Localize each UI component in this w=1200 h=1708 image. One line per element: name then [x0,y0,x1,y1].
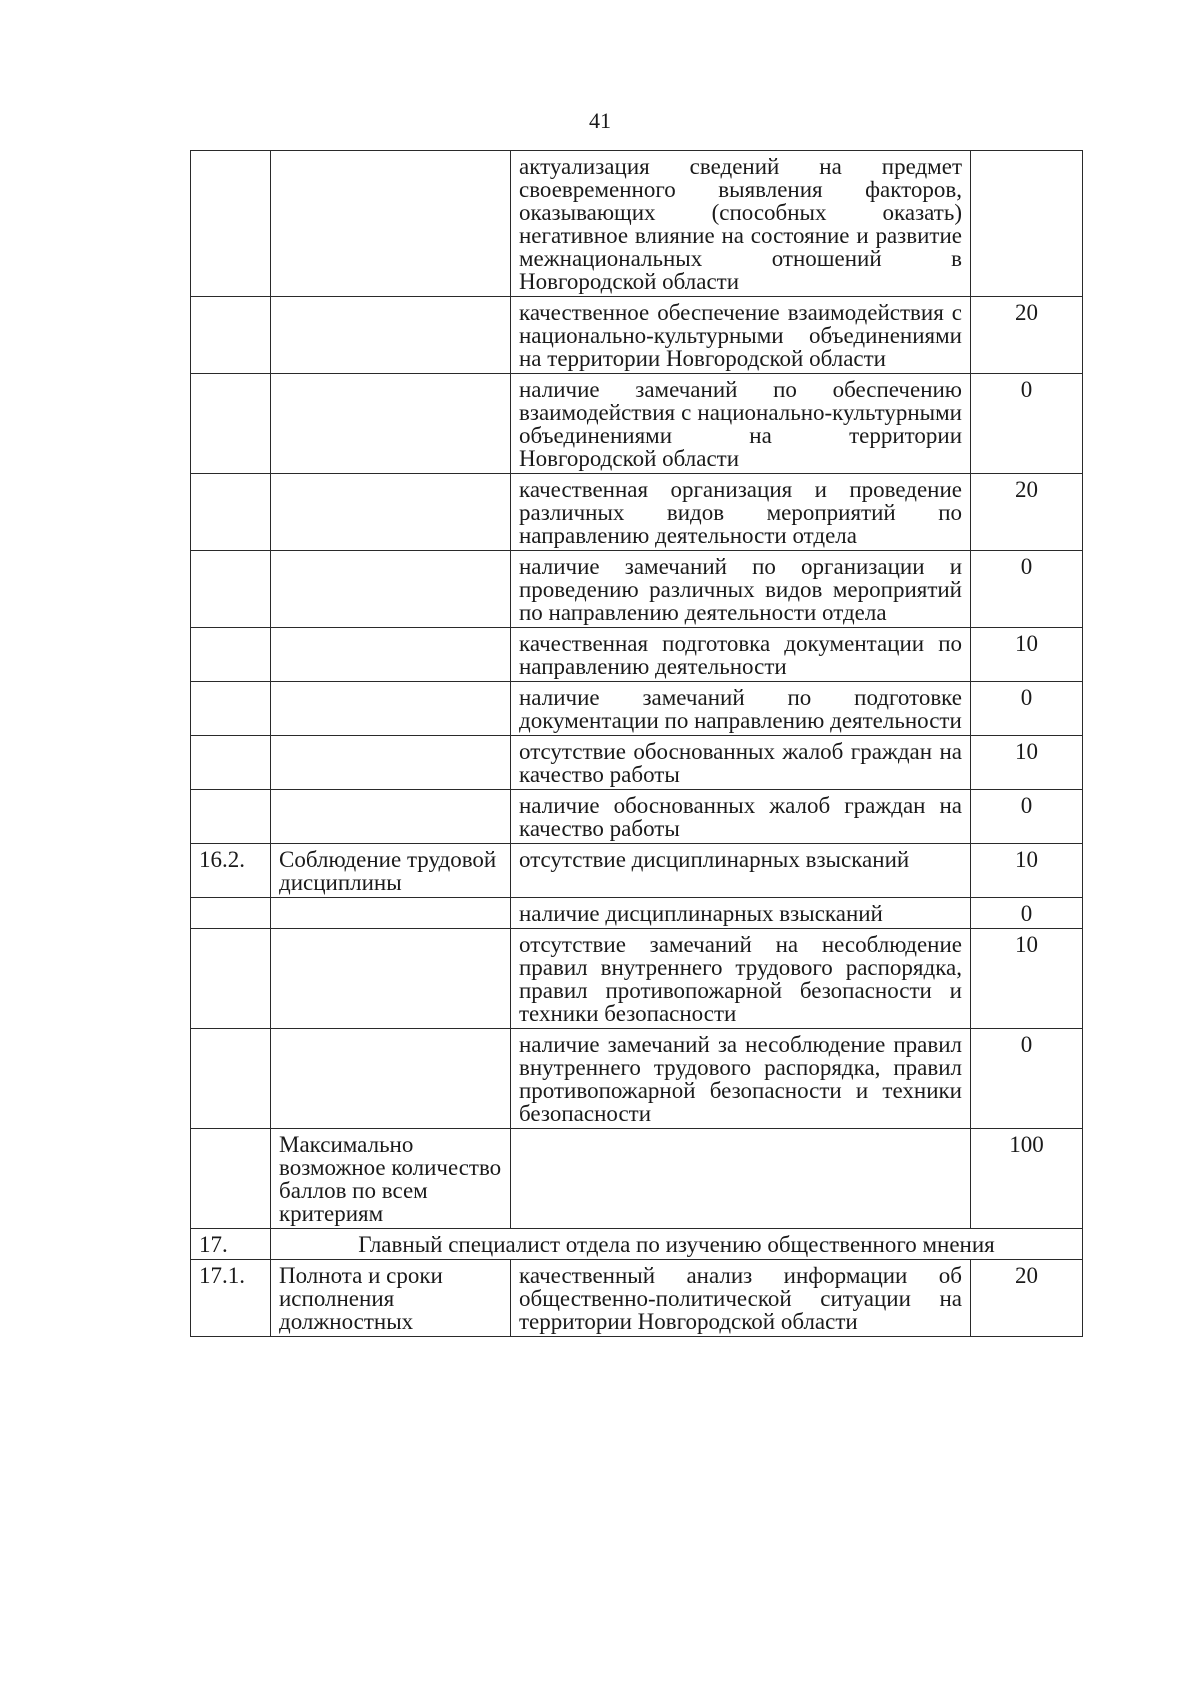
indicator-description: качественная организация и проведение различных видов мероприятий по направлению деятельности отдела [511,474,971,551]
table-row [191,898,1083,929]
indicator-description: наличие дисциплинарных взысканий [511,898,971,929]
table-row [191,844,1083,898]
points-value: 0 [971,374,1083,474]
row-number [191,682,271,736]
criterion-name [271,790,511,844]
table-row [191,628,1083,682]
criterion-name: Полнота и сроки исполнения должностных [271,1260,511,1337]
points-value: 10 [971,844,1083,898]
points-value: 0 [971,1029,1083,1129]
max-score-label: Максимально возможное количество баллов по всем критериям [271,1129,511,1229]
points-value: 20 [971,474,1083,551]
page-number: 41 [589,108,611,133]
row-number [191,628,271,682]
section-title: Главный специалист отдела по изучению общественного мнения [271,1229,1083,1260]
indicator-description: наличие замечаний по подготовке документации по направлению деятельности [511,682,971,736]
indicator-description [511,1129,971,1229]
row-number [191,374,271,474]
table-row [191,736,1083,790]
indicator-description: наличие обоснованных жалоб граждан на качество работы [511,790,971,844]
section-number: 17. [191,1229,271,1260]
row-number [191,736,271,790]
row-number: 17.1. [191,1260,271,1337]
criterion-name [271,929,511,1029]
table-row [191,474,1083,551]
row-number [191,898,271,929]
table-row [191,551,1083,628]
row-number [191,151,271,297]
table-row-total [191,1129,1083,1229]
table-row [191,151,1083,297]
points-value: 10 [971,929,1083,1029]
criterion-name [271,551,511,628]
indicator-description: качественное обеспечение взаимодействия с национально-культурными объединениями на территории Новгородской области [511,297,971,374]
criterion-name [271,297,511,374]
criterion-name [271,474,511,551]
row-number [191,1029,271,1129]
indicator-description: актуализация сведений на предмет своевременного выявления факторов, оказывающих (способных оказать) негативное влияние на состояние и развитие межнациональных отношений в Новгородской области [511,151,971,297]
criterion-name [271,898,511,929]
criterion-name [271,736,511,790]
row-number [191,929,271,1029]
indicator-description: наличие замечаний по обеспечению взаимодействия с национально-культурными объединениями на территории Новгородской области [511,374,971,474]
indicator-description: отсутствие замечаний на несоблюдение правил внутреннего трудового распорядка, правил противопожарной безопасности и техники безопасности [511,929,971,1029]
points-value: 0 [971,551,1083,628]
criterion-name [271,682,511,736]
points-value: 10 [971,736,1083,790]
points-value: 0 [971,682,1083,736]
points-value: 0 [971,898,1083,929]
table-row [191,682,1083,736]
row-number [191,474,271,551]
row-number [191,551,271,628]
table-row [191,929,1083,1029]
points-value: 20 [971,297,1083,374]
indicator-description: наличие замечаний по организации и проведению различных видов мероприятий по направлению деятельности отдела [511,551,971,628]
points-value: 20 [971,1260,1083,1337]
table-row [191,297,1083,374]
points-value: 10 [971,628,1083,682]
criterion-name [271,628,511,682]
points-value: 0 [971,790,1083,844]
criterion-name [271,151,511,297]
indicator-description: отсутствие дисциплинарных взысканий [511,844,971,898]
criteria-table [190,150,1083,1337]
criterion-name [271,1029,511,1129]
section-header-row [191,1229,1083,1260]
row-number [191,790,271,844]
table-row [191,1260,1083,1337]
row-number [191,297,271,374]
indicator-description: качественная подготовка документации по направлению деятельности [511,628,971,682]
max-score-value: 100 [971,1129,1083,1229]
indicator-description: отсутствие обоснованных жалоб граждан на качество работы [511,736,971,790]
points-value [971,151,1083,297]
indicator-description: качественный анализ информации об общественно-политической ситуации на территории Новгородской области [511,1260,971,1337]
row-number [191,1129,271,1229]
criterion-name: Соблюдение трудовой дисциплины [271,844,511,898]
criterion-name [271,374,511,474]
table-row [191,1029,1083,1129]
indicator-description: наличие замечаний за несоблюдение правил внутреннего трудового распорядка, правил противопожарной безопасности и техники безопасности [511,1029,971,1129]
row-number: 16.2. [191,844,271,898]
table-row [191,790,1083,844]
table-row [191,374,1083,474]
